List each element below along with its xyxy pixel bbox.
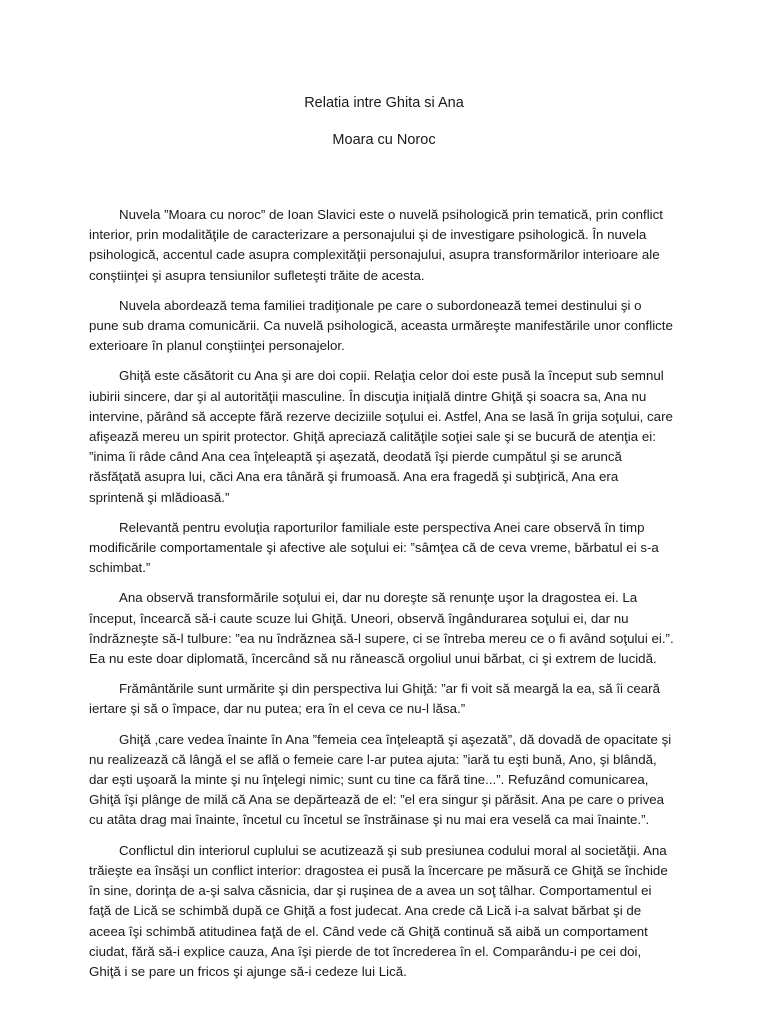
paragraph-4: Relevantă pentru evoluţia raporturilor familiale este perspectiva Anei care observă în timp modificările comportamentale şi afective ale soţului ei: ”sâmţea că de ceva vreme, bărbatul ei s-a schimbat.”: [89, 519, 659, 576]
paragraph-7: Ghiţă ,care vedea înainte în Ana ”femeia cea înţeleaptă şi aşezată”, dă dovadă de opacitate şi nu realizează că lângă el se află o femeie care l-ar putea ajuta: ”iară tu eşti bună, Ano, şi blândă, dar eşti uşoară la minte şi nu înţelegi nimic; sunt cu tine ca fără tine...”. Refuzând comunicarea, Ghiţă îşi plânge de milă că Ana se depărtează de el: ”el era singur şi părăsit. Ana pe care o privea cu atâta drag mai înainte, încetul cu încetul se înstrăinase şi nu mai era veselă ca mai înainte.”.: [89, 731, 672, 828]
document-subtitle: Moara cu Noroc: [332, 132, 436, 148]
paragraph-2: Nuvela abordează tema familiei tradiţionale pe care o subordonează temei destinului şi o pune sub drama comunicării. Ca nuvelă psihologică, aceasta urmăreşte manifestările unor conflicte exterioare în planul conştiinţei personajelor.: [89, 297, 673, 354]
paragraph-6: Frământările sunt urmărite şi din perspectiva lui Ghiţă: ”ar fi voit să meargă la ea, să îi ceară iertare şi să o împace, dar nu putea; era în el ceva ce nu-l lăsa.”: [89, 681, 660, 717]
paragraph-8: Conflictul din interiorul cuplului se acutizează şi sub presiunea codului moral al societăţii. Ana trăieşte ea însăşi un conflict interior: dragostea ei pusă la încercare pe măsură ce Ghiţă se închide în sine, dorinţa de a-şi salva căsnicia, dar şi ruşinea de a avea un soţ tâlhar. Comportamentul ei faţă de Lică se schimbă după ce Ghiţă a fost judecat. Ana crede că Lică i-a salvat bărbat şi de aceea îşi schimbă atitudinea faţă de el. Când vede că Ghiţă continuă să aibă un comportament ciudat, fără să-i explice cauza, Ana îşi pierde de tot încrederea în el. Comparându-i pe cei doi, Ghiţă i se pare un fricos şi ajunge să-i cedeze lui Lică.: [89, 842, 668, 979]
document-body: [89, 205, 674, 992]
paragraph-3: Ghiţă este căsătorit cu Ana şi are doi copii. Relaţia celor doi este pusă la început sub semnul iubirii sincere, dar şi al autorităţii masculine. În discuţia iniţială dintre Ghiţă şi soacra sa, Ana nu intervine, părând să accepte fără rezerve deciziile soţului ei. Astfel, Ana se lasă în grija soţului, care afişează mereu un spirit protector. Ghiţă apreciază calităţile soţiei sale şi se bucură de atenţia ei: ”inima îi râde când Ana cea înţeleaptă şi aşezată, deodată îşi pierde cumpătul şi se aruncă răsfăţată asupra lui, căci Ana era tânără şi frumoasă. Ana era fragedă şi subţirică, Ana era sprintenă şi mlădioasă.”: [89, 368, 673, 505]
paragraph-1: Nuvela ”Moara cu noroc” de Ioan Slavici este o nuvelă psihologică prin tematică, prin conflict interior, prin modalităţile de caracterizare a personajului şi de investigare psihologică. În nuvela psihologică, accentul cade asupra complexităţii personajului, asupra transformărilor interioare ale conştiinţei şi asupra tensiunilor sufleteşti trăite de acesta.: [89, 207, 663, 283]
document-title: Relatia intre Ghita si Ana: [304, 95, 464, 111]
paragraph-5: Ana observă transformările soţului ei, dar nu doreşte să renunţe uşor la dragostea ei. La început, încearcă să-i caute scuze lui Ghiţă. Uneori, observă îngândurarea soţului ei, dar nu îndrăzneşte să-l tulbure: ”ea nu îndrăznea să-l supere, ci se întreba mereu ce o fi având soţului ei.”. Ea nu este doar diplomată, încercând să nu rănească orgoliul unui bărbat, ci şi extrem de lucidă.: [89, 590, 674, 667]
